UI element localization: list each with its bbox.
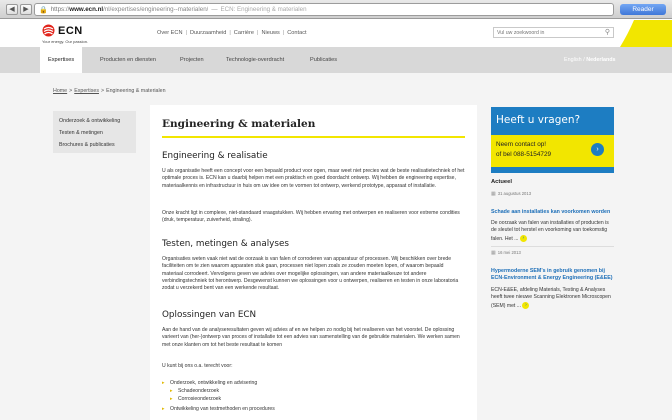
url-scheme: https:// [50,6,70,13]
breadcrumb-separator: > [100,88,105,94]
top-link-contact[interactable]: Contact [287,30,307,36]
news-date-text: 16 mei 2013 [497,250,521,255]
section-paragraph: U kunt bij ons o.a. terecht voor: [162,363,233,369]
browser-toolbar [0,0,672,19]
top-links [157,30,307,36]
breadcrumb [53,88,166,94]
news-date [491,191,531,197]
logo-tagline: Your energy. Our passion. [42,39,89,44]
url-path: /nl/expertises/engineering--materialen/ [103,6,209,13]
url-domain: www.ecn.nl [69,6,104,13]
title-divider [162,136,465,138]
news-body-text: ECN-E&EE, afdeling Materials, Testing & Analyses heeft twee nieuwe Scanning Elektronen Microscopen (SEM) met ... [491,287,611,309]
top-link-separator: | [257,30,259,36]
nav-item-expertises[interactable]: Expertises [40,47,82,73]
banner-phone-line: of bel 088-5154729 [496,151,552,158]
main-content [150,105,477,420]
breadcrumb-expertises[interactable]: Expertises [74,88,99,94]
lang-separator: / [583,57,585,63]
breadcrumb-band [0,73,672,105]
read-more-icon[interactable]: › [522,302,529,309]
tab-title: ECN: Engineering & materialen [220,6,307,13]
arrow-right-icon[interactable]: › [591,143,604,156]
lock-icon: 🔒 [39,6,48,14]
sidebar [53,111,136,153]
back-icon[interactable]: ◀ [6,4,18,15]
nav-item-projecten[interactable]: Projecten [180,57,204,63]
decorative-corner-icon [620,20,672,47]
search-input[interactable] [494,28,594,37]
main-navigation [0,47,672,73]
url-separator: — [211,6,218,13]
nav-item-publicaties[interactable]: Publicaties [310,57,338,63]
top-link-over-ecn[interactable]: Over ECN [157,30,183,36]
section-paragraph: Aan de hand van de analyseresultaten geven wij advies af en we helpen zo nodig bij het realiseren van het voorstel. De oplossing varieert van (her-)ontwerp van proces of installatie tot een advies van samenstelling van de gebruikte materialen. We werken samen met onze klanten om tot het beste resultaat te komen [162,327,460,348]
logo-text: ECN [58,25,83,37]
site-header [0,20,672,47]
top-link-carriere[interactable]: Carrière [233,30,255,36]
lang-english[interactable]: English [564,57,582,63]
section-heading: Engineering & realisatie [162,151,268,161]
language-switch [564,57,616,63]
address-bar[interactable] [34,3,614,16]
forward-icon[interactable]: ▶ [20,4,32,15]
sidebar-item-testen[interactable]: Testen & metingen [59,130,103,136]
list-item: ▸ Corrosieonderzoek [162,395,465,403]
section-paragraph: U als organisatie heeft een concept voor een bepaald product voor ogen, maar weet niet precies wat de beste realisatietechniek of het optimale proces is. ECN kan u daarbij helpen met een praktisch en goed doordacht ontwerp. Wij hebben de engineering expertise, materiaalkennis en infrastructuur in huis om uw idee om te vormen tot ontwerp, werkend prototype, apparaat of installatie. [162,168,465,189]
banner-title: Heeft u vragen? [496,114,581,126]
search-icon[interactable]: ⚲ [604,29,610,36]
top-link-separator: | [282,30,285,36]
breadcrumb-current: Engineering & materialen [106,88,166,94]
news-title-link[interactable]: Schade aan installaties kan voorkomen worden [491,209,611,215]
breadcrumb-home[interactable]: Home [53,88,68,94]
section-heading: Testen, metingen & analyses [162,239,289,249]
reader-button[interactable]: Reader [620,4,666,15]
section-heading: Oplossingen van ECN [162,310,257,320]
news-title-link[interactable]: Hypermoderne SEM's in gebruik genomen bij ECN-Environment & Energy Engineering (E&EE) [491,268,613,281]
news-date [491,250,521,256]
sidebar-item-onderzoek[interactable]: Onderzoek & ontwikkeling [59,118,121,124]
news-body [491,287,614,310]
lang-nederlands[interactable]: Nederlands [586,57,616,63]
banner-contact-box [491,135,614,167]
list-item: ▸ Onderzoek, ontwikkeling en advisering [162,379,465,387]
sidebar-item-brochures[interactable]: Brochures & publicaties [59,142,115,148]
banner-contact-line: Neem contact op! [496,141,547,148]
news-heading: Actueel [491,179,512,185]
top-link-separator: | [185,30,187,36]
news-body [491,220,614,243]
breadcrumb-separator: > [69,88,73,94]
top-link-separator: | [229,30,231,36]
page-title: Engineering & materialen [162,118,316,130]
top-link-duurzaamheid[interactable]: Duurzaamheid [189,30,227,36]
nav-item-technologie-overdracht[interactable]: Technologie-overdracht [226,57,285,63]
read-more-icon[interactable]: › [520,235,527,242]
list-item: ▸ Ontwikkeling van testmethoden en procedures [162,405,465,413]
ecn-logo-mark-icon [42,24,55,37]
list-item: ▸ Schadeonderzoek [162,387,465,395]
calendar-icon: ▦ [491,250,496,256]
section-paragraph: Organisaties weten vaak niet wat de oorzaak is van falen of corroderen van apparatuur of processen. Wij beschikken over brede faciliteiten om te zien waarom apparaten stuk gaan, processen niet lopen zoals ze zouden moeten lopen, of waarom bepaald materiaal corrodeert. Vervolgens geven we advies over mogelijke oplossingen, van andere materiaalkeuze tot andere verbindingstechniek tot herontwerp. Desgewenst kunnen we oplossingen voor u ontwerpen, realiseren en testen in onze laboratoria zodat u verzekerd bent van een werkende resultaat. [162,256,459,292]
news-body-text: De oorzaak van falen van installaties of producten is de sleutel tot herstel en voorkoming van toekomstig falen. Het ... [491,220,609,242]
browser-nav-buttons [6,4,32,15]
contact-banner[interactable] [491,107,614,173]
news-date-text: 31 augustus 2013 [497,191,532,196]
service-list [162,379,465,413]
section-paragraph: Onze kracht ligt in complexe, niet-standaard vraagstukken. Wij hebben ervaring met ontwerpen en realiseren voor extreme condities (druk, temperatuur, zuiverheid, straling). [162,210,460,224]
top-link-nieuws[interactable]: Nieuws [261,30,280,36]
search-box [493,27,614,38]
nav-item-producten-en-diensten[interactable]: Producten en diensten [100,57,156,63]
news-divider [491,246,614,247]
calendar-icon: ▦ [491,191,496,197]
